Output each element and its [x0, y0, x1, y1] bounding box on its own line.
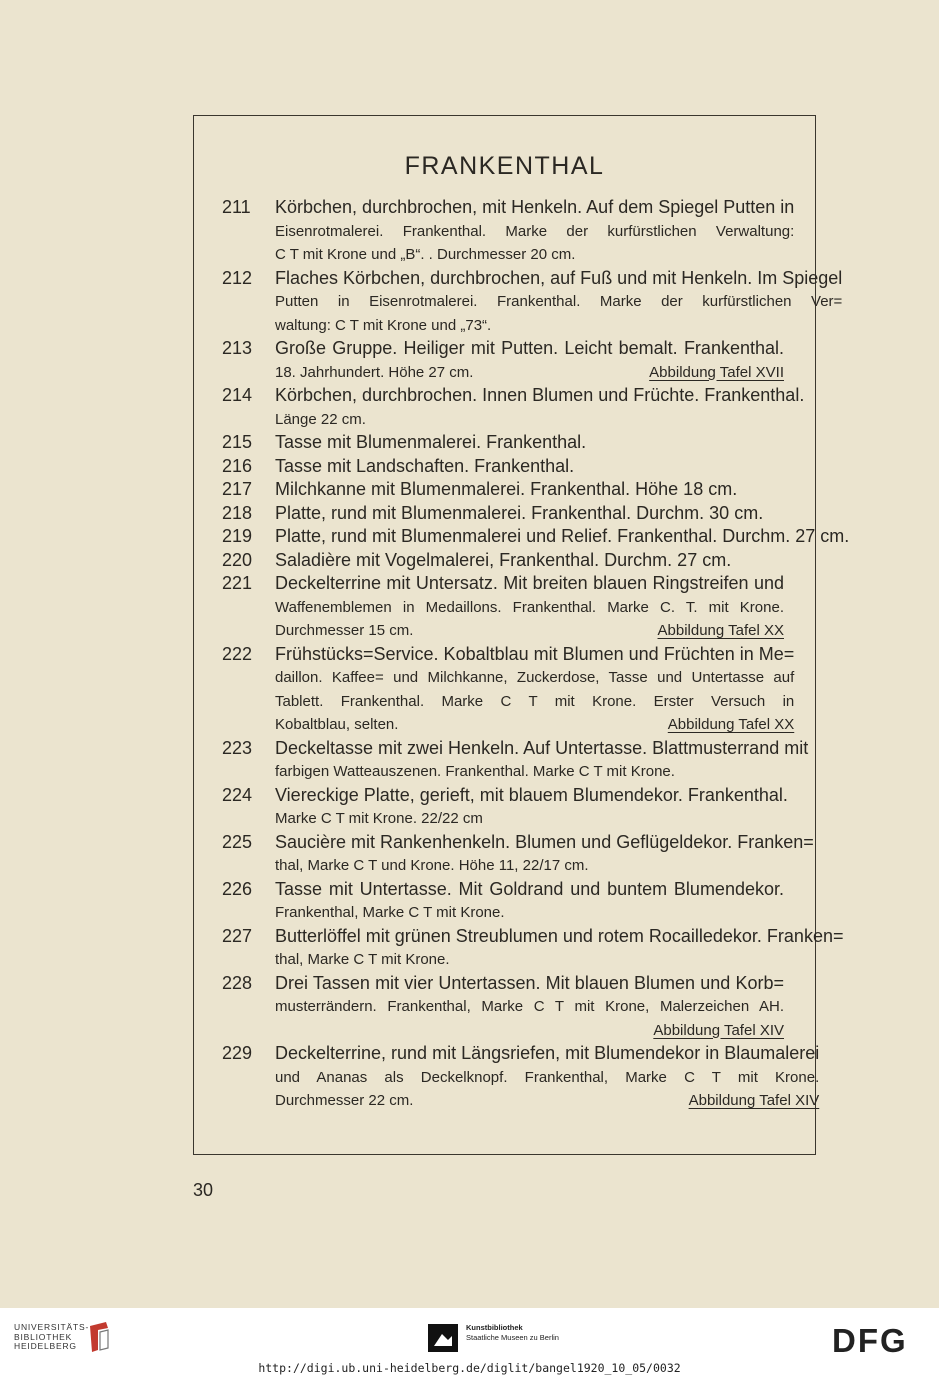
- entry-number: 212: [222, 267, 253, 288]
- entry-description: [275, 525, 849, 549]
- catalog-entry: [222, 784, 788, 831]
- entry-line-text: Deckeltasse mit zwei Henkeln. Auf Untertasse. Blattmusterrand mit: [275, 737, 809, 758]
- entry-line: [275, 1066, 819, 1090]
- entry-number: 214: [222, 385, 253, 405]
- entry-line-text: thal, Marke C T mit Krone.: [275, 951, 450, 968]
- entry-number: 221: [222, 573, 253, 593]
- entry-line: [275, 596, 784, 620]
- entry-description: [275, 549, 784, 573]
- catalog-entry: [222, 831, 814, 878]
- entry-line-text: Körbchen, durchbrochen. Innen Blumen und Früchte. Frankenthal.: [275, 385, 805, 405]
- entry-line-text: Frühstücks=Service. Kobaltblau mit Blumen und Früchten in Me=: [275, 643, 795, 664]
- entry-line: [275, 972, 784, 996]
- entry-line-text: Marke C T mit Krone. 22/22 cm: [275, 810, 483, 827]
- catalog-entry: [222, 502, 784, 526]
- catalog-entry: [222, 384, 805, 431]
- entry-line: [275, 455, 784, 479]
- entry-line: [275, 337, 784, 361]
- entry-line: [275, 549, 784, 573]
- entry-line: [275, 502, 784, 526]
- entry-line: [275, 196, 794, 220]
- entry-line: [275, 619, 784, 643]
- entry-description: [275, 831, 814, 878]
- entry-number: 229: [222, 1043, 253, 1063]
- entry-description: [275, 478, 784, 502]
- entry-line-text: Saladière mit Vogelmalerei, Frankenthal. Durchm. 27 cm.: [275, 549, 732, 570]
- entry-line: [275, 290, 842, 314]
- entry-line: [275, 243, 794, 267]
- entry-number: 216: [222, 455, 253, 476]
- entry-line-text: Frankenthal, Marke C T mit Krone.: [275, 904, 505, 921]
- entry-description: [275, 455, 784, 479]
- entry-line: [275, 478, 784, 502]
- entry-number: 225: [222, 831, 253, 852]
- catalog-entry: [222, 337, 784, 384]
- catalog-entries: [222, 196, 850, 1113]
- catalog-entry: [222, 972, 784, 1043]
- catalog-entry: [222, 643, 795, 737]
- entry-line-text: Tasse mit Landschaften. Frankenthal.: [275, 455, 575, 476]
- entry-line: [275, 408, 804, 432]
- entry-line-text: Länge 22 cm.: [275, 410, 366, 428]
- entry-line-text: Milchkanne mit Blumenmalerei. Frankenthal. Höhe 18 cm.: [275, 479, 738, 499]
- entry-line-text: daillon. Kaffee= und Milchkanne, Zuckerdose, Tasse und Untertasse auf: [275, 669, 795, 686]
- entry-line: [275, 525, 849, 549]
- entry-number: 211: [222, 197, 251, 217]
- entry-line-text: Deckelterrine mit Untersatz. Mit breiten blauen Ringstreifen und: [275, 573, 784, 593]
- entry-line-text: 18. Jahrhundert. Höhe 27 cm.: [275, 363, 474, 381]
- entry-line-text: musterrändern. Frankenthal, Marke C T mit Krone, Malerzeichen AH.: [275, 998, 784, 1015]
- entry-description: [275, 384, 804, 431]
- entry-line-text: Durchmesser 15 cm.: [275, 622, 414, 639]
- university-library-name: UNIVERSITÄTS- BIBLIOTHEK HEIDELBERG: [14, 1322, 90, 1351]
- entry-number: 224: [222, 784, 253, 805]
- entry-line-text: Butterlöffel mit grünen Streublumen und rotem Rocailledekor. Franken=: [275, 925, 844, 946]
- entry-line: [275, 1089, 819, 1113]
- entry-line: [275, 713, 794, 737]
- entry-line-text: Durchmesser 22 cm.: [275, 1092, 414, 1109]
- entry-line: [275, 784, 788, 808]
- entry-line: [275, 807, 788, 831]
- entry-number: 226: [222, 878, 253, 899]
- entry-number: 219: [222, 526, 253, 546]
- entry-line: [275, 572, 784, 596]
- entry-number: 213: [222, 338, 253, 358]
- entry-line: [275, 831, 814, 855]
- entry-line-text: Tablett. Frankenthal. Marke C T mit Krone. Erster Versuch in: [275, 692, 795, 710]
- entry-line-text: Eisenrotmalerei. Frankenthal. Marke der kurfürstlichen Verwaltung:: [275, 222, 795, 240]
- entry-line-text: Waffenemblemen in Medaillons. Frankenthal. Marke C. T. mit Krone.: [275, 598, 784, 616]
- entry-description: [275, 337, 784, 384]
- source-url[interactable]: http://digi.ub.uni-heidelberg.de/diglit/bangel1920_10_05/0032: [258, 1361, 681, 1375]
- entry-line-text: Platte, rund mit Blumenmalerei. Frankenthal. Durchm. 30 cm.: [275, 502, 764, 523]
- entry-line-text: Körbchen, durchbrochen, mit Henkeln. Auf dem Spiegel Putten in: [275, 197, 795, 217]
- entry-number: 215: [222, 432, 253, 452]
- entry-line-text: Saucière mit Rankenhenkeln. Blumen und Geflügeldekor. Franken=: [275, 831, 814, 852]
- entry-line-text: Deckelterrine, rund mit Längsriefen, mit Blumendekor in Blaumalerei: [275, 1043, 820, 1063]
- catalog-entry: [222, 431, 784, 455]
- catalog-entry: [222, 1042, 820, 1113]
- entry-line-text: Platte, rund mit Blumenmalerei und Relief. Frankenthal. Durchm. 27 cm.: [275, 526, 850, 546]
- entry-line-text: Drei Tassen mit vier Untertassen. Mit blauen Blumen und Korb=: [275, 972, 784, 993]
- entry-line-text: Tasse mit Untertasse. Mit Goldrand und buntem Blumendekor.: [275, 878, 784, 899]
- entry-description: [275, 737, 808, 784]
- catalog-entry: [222, 478, 784, 502]
- entry-line: [275, 948, 843, 972]
- entry-line: [275, 267, 842, 291]
- kunstbibliothek-logo-icon: [428, 1324, 458, 1352]
- plate-reference: Abbildung Tafel XX: [667, 716, 795, 733]
- catalog-entry: [222, 925, 844, 972]
- entry-line: [275, 384, 804, 408]
- entry-description: [275, 431, 784, 455]
- entry-line-text: farbigen Watteauszenen. Frankenthal. Marke C T mit Krone.: [275, 763, 675, 780]
- entry-line: [275, 1019, 784, 1043]
- entry-line: [275, 995, 784, 1019]
- entry-line: [275, 1042, 819, 1066]
- entry-number: 223: [222, 737, 253, 758]
- entry-line-text: thal, Marke C T und Krone. Höhe 11, 22/17 cm.: [275, 857, 589, 874]
- entry-number: 220: [222, 549, 253, 570]
- entry-line: [275, 431, 784, 455]
- catalog-entry: [222, 455, 784, 479]
- entry-line: [275, 737, 808, 761]
- entry-description: [275, 972, 784, 1043]
- entry-number: 227: [222, 925, 253, 946]
- page-number: 30: [193, 1180, 214, 1200]
- entry-line: [275, 220, 794, 244]
- entry-description: [275, 502, 784, 526]
- plate-reference: Abbildung Tafel XIV: [653, 1021, 784, 1039]
- entry-line-text: und Ananas als Deckelknopf. Frankenthal, Marke C T mit Krone.: [275, 1068, 820, 1086]
- entry-line-text: Kobaltblau, selten.: [275, 716, 399, 733]
- catalog-entry: [222, 572, 784, 643]
- entry-description: [275, 925, 843, 972]
- catalog-entry: [222, 737, 809, 784]
- dfg-logo: DFG: [832, 1322, 908, 1359]
- entry-description: [275, 784, 788, 831]
- entry-line-text: Tasse mit Blumenmalerei. Frankenthal.: [275, 432, 587, 452]
- entry-line: [275, 690, 794, 714]
- entry-description: [275, 878, 784, 925]
- catalog-entry: [222, 549, 784, 573]
- plate-reference: Abbildung Tafel XVII: [649, 363, 784, 381]
- entry-description: [275, 572, 784, 643]
- entry-line: [275, 760, 808, 784]
- plate-reference: Abbildung Tafel XX: [657, 622, 784, 639]
- kunstbibliothek-label: Kunstbibliothek Staatliche Museen zu Berlin: [466, 1323, 559, 1342]
- entry-line: [275, 314, 842, 338]
- catalog-entry: [222, 878, 784, 925]
- entry-number: 218: [222, 502, 253, 523]
- footer-bar: [0, 1308, 939, 1377]
- entry-line: [275, 666, 794, 690]
- entry-number: 222: [222, 643, 253, 664]
- entry-description: [275, 1042, 819, 1113]
- entry-line: [275, 925, 843, 949]
- university-logo-icon: [86, 1320, 112, 1354]
- entry-number: 217: [222, 479, 253, 499]
- entry-line: [275, 361, 784, 385]
- catalog-entry: [222, 525, 850, 549]
- entry-number: 228: [222, 972, 253, 993]
- entry-line-text: C T mit Krone und „B“. . Durchmesser 20 cm.: [275, 246, 576, 263]
- entry-line: [275, 878, 784, 902]
- entry-description: [275, 267, 842, 338]
- entry-line: [275, 854, 814, 878]
- plate-reference: Abbildung Tafel XIV: [688, 1092, 820, 1109]
- entry-line-text: waltung: C T mit Krone und „73“.: [275, 316, 492, 334]
- catalog-entry: [222, 267, 843, 338]
- catalog-entry: [222, 196, 795, 267]
- entry-line: [275, 643, 794, 667]
- entry-description: [275, 196, 794, 267]
- entry-line-text: Viereckige Platte, gerieft, mit blauem Blumendekor. Frankenthal.: [275, 784, 788, 805]
- entry-line-text: Große Gruppe. Heiliger mit Putten. Leicht bemalt. Frankenthal.: [275, 338, 784, 358]
- entry-line-text: Flaches Körbchen, durchbrochen, auf Fuß und mit Henkeln. Im Spiegel: [275, 267, 843, 288]
- entry-line: [275, 901, 784, 925]
- entry-description: [275, 643, 794, 737]
- entry-line-text: Putten in Eisenrotmalerei. Frankenthal. Marke der kurfürstlichen Ver=: [275, 293, 843, 310]
- page-title: FRANKENTHAL: [404, 152, 605, 180]
